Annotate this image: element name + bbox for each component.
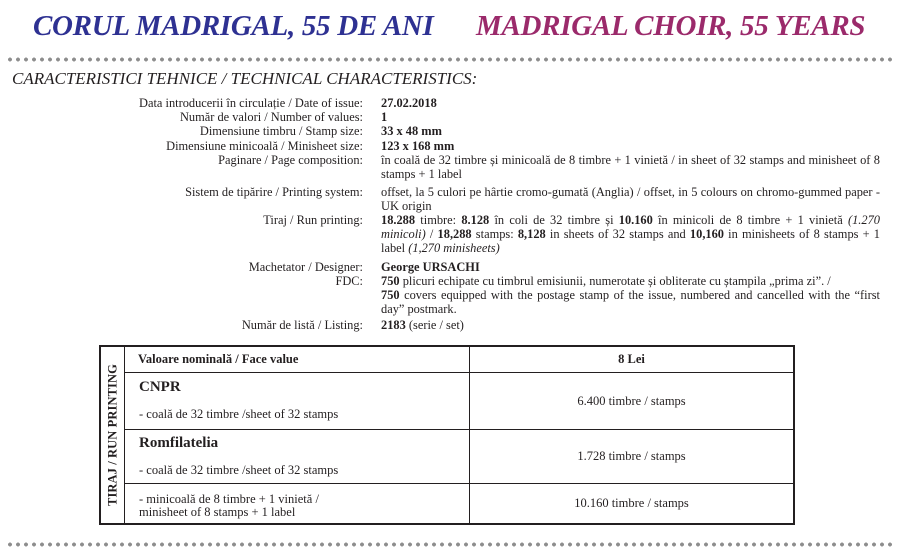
org-name: CNPR	[139, 379, 181, 395]
table-header-row	[125, 347, 793, 373]
fdc-count-en: 750	[381, 288, 400, 303]
spec-label: FDC:	[335, 274, 363, 288]
spec-label: Data introducerii în circulație / Date of issue:	[139, 96, 363, 110]
table-row	[125, 373, 793, 430]
run-text: în minicoli de 8 timbre + 1 vinietă	[652, 213, 848, 227]
table-cell	[125, 373, 470, 429]
spec-label: Machetator / Designer:	[248, 260, 363, 274]
spec-value: offset, la 5 culori pe hârtie cromo-gumată (Anglia) / offset, in 5 colours on chromo-gummed paper - UK origin	[381, 185, 880, 214]
spec-label: Tiraj / Run printing:	[263, 213, 363, 227]
row-description-line1: - minicoală de 8 timbre + 1 vinietă /	[139, 492, 319, 506]
spec-value: 33 x 48 mm	[381, 124, 442, 138]
run-minisheets-en: 10,160	[689, 227, 724, 242]
spec-value: George URSACHI	[381, 260, 480, 274]
spec-value	[381, 213, 880, 256]
run-minisheets-ro: 10.160	[618, 213, 653, 227]
org-description: - coală de 32 timbre /sheet of 32 stamps	[139, 463, 339, 477]
spec-label: Număr de listă / Listing:	[241, 318, 363, 332]
face-value: 8 Lei	[618, 352, 645, 366]
table-side-column	[101, 347, 125, 523]
spec-label: Paginare / Page composition:	[218, 153, 363, 167]
title-romanian: CORUL MADRIGAL, 55 DE ANI	[33, 10, 434, 42]
run-minisheet-count-ro: (1.270 minicoli)	[381, 213, 880, 242]
table-header-left-cell	[125, 347, 470, 372]
spec-value: 123 x 168 mm	[381, 139, 455, 153]
dotted-divider-bottom	[6, 542, 894, 547]
run-text: in sheets of 32 stamps and	[545, 227, 690, 242]
table-cell	[125, 430, 470, 483]
run-total-en: 18,288	[437, 227, 472, 242]
run-sheets-en: 8,128	[517, 227, 546, 242]
run-text: stamps:	[471, 227, 518, 242]
spec-label: Dimensiune minicoală / Minisheet size:	[166, 139, 363, 153]
table-cell	[470, 373, 793, 429]
table-row	[125, 430, 793, 484]
spec-label: Număr de valori / Number of values:	[179, 110, 363, 124]
spec-value: 27.02.2018	[381, 96, 437, 110]
quantity: 6.400 timbre / stamps	[577, 393, 686, 408]
spec-value	[381, 274, 880, 317]
fdc-text: plicuri echipate cu timbrul emisiunii, numerotate și obliterate cu ștampila „prima zi”. /	[399, 274, 831, 288]
title-english: MADRIGAL CHOIR, 55 YEARS	[476, 10, 866, 42]
quantity: 1.728 timbre / stamps	[577, 449, 686, 463]
run-printing-table	[99, 345, 795, 525]
table-row	[125, 484, 793, 523]
row-description-line2: minisheet of 8 stamps + 1 label	[139, 505, 296, 519]
table-cell	[470, 430, 793, 483]
org-name: Romfilatelia	[139, 435, 219, 451]
run-minisheet-count-en: (1,270 minisheets)	[408, 241, 500, 256]
run-text: in minisheets of 8 stamps + 1 label	[381, 227, 880, 256]
table-header-right-cell	[470, 347, 793, 372]
table-cell	[470, 484, 793, 523]
run-sheets-ro: 8.128	[461, 213, 490, 227]
run-text: /	[425, 227, 438, 242]
quantity: 10.160 timbre / stamps	[574, 496, 689, 510]
section-heading: CARACTERISTICI TEHNICE / TECHNICAL CHARACTERISTICS:	[12, 69, 478, 88]
fdc-count-ro: 750	[381, 274, 400, 288]
spec-value: în coală de 32 timbre și minicoală de 8 timbre + 1 vinietă / in sheet of 32 stamps and minisheet of 8 stamps + 1 label	[381, 153, 880, 182]
run-total-ro: 18.288	[381, 213, 416, 227]
spec-label: Dimensiune timbru / Stamp size:	[199, 124, 363, 138]
fdc-text: covers equipped with the postage stamp of the issue, numbered and cancelled with the “first day” postmark.	[381, 288, 880, 317]
table-side-label: TIRAJ / RUN PRINTING	[105, 364, 120, 506]
listing-suffix: (serie / set)	[405, 318, 464, 332]
spec-label: Sistem de tipărire / Printing system:	[185, 185, 363, 199]
run-text: în coli de 32 timbre și	[489, 213, 619, 227]
run-text: timbre:	[415, 213, 462, 227]
spec-value	[381, 318, 880, 332]
dotted-divider-top	[6, 57, 894, 62]
org-description: - coală de 32 timbre /sheet of 32 stamps	[139, 407, 339, 421]
face-value-header: Valoare nominală / Face value	[138, 352, 299, 366]
spec-value: 1	[381, 110, 388, 124]
listing-number: 2183	[381, 318, 406, 332]
table-cell	[125, 484, 470, 523]
